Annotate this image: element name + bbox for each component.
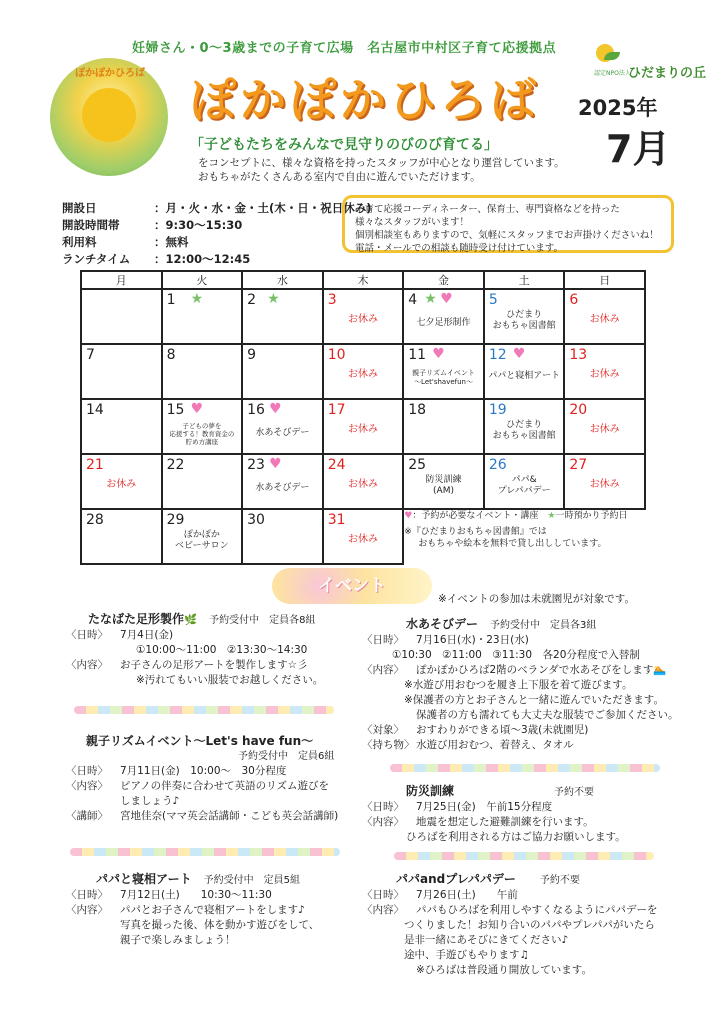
row-value: お子さんの足形アートを製作します☆彡 bbox=[120, 659, 308, 671]
event-label: パパと寝相アート bbox=[488, 371, 560, 381]
calendar-day-21 bbox=[81, 454, 162, 509]
year-label: 2025年 bbox=[578, 96, 658, 120]
heart-icon: ♥ bbox=[269, 401, 282, 417]
row-value: ぽかぽかひろば2階のベランダで水あそびをします bbox=[416, 664, 654, 676]
legend-row bbox=[404, 510, 645, 522]
day-number: 30 bbox=[247, 512, 265, 528]
holiday-label: お休み bbox=[347, 424, 378, 435]
day-number: 20 bbox=[569, 402, 588, 418]
event-line: 〜Let'shavefun〜 bbox=[414, 378, 473, 386]
event-title-row bbox=[66, 872, 366, 888]
day-number: 23 bbox=[247, 457, 265, 473]
event-title: 水あそびデー bbox=[406, 617, 479, 631]
row-label: 〈講師〉 bbox=[66, 810, 108, 822]
event-row bbox=[362, 633, 702, 648]
holiday-label: お休み bbox=[589, 314, 620, 325]
heart-icon: ♥ bbox=[440, 291, 453, 307]
calendar-week bbox=[81, 289, 645, 344]
star-icon: ★ bbox=[547, 511, 556, 521]
calendar-day-27 bbox=[564, 454, 645, 509]
event-times: ①10:00〜11:00 ②13:30〜14:30 bbox=[136, 644, 308, 656]
calendar-day-3 bbox=[323, 289, 404, 344]
holiday-label: お休み bbox=[589, 424, 620, 435]
day-number: 28 bbox=[86, 512, 104, 528]
holiday-label: お休み bbox=[347, 369, 378, 380]
day-number: 25 bbox=[408, 457, 427, 473]
row-label: 〈内容〉 bbox=[362, 904, 404, 916]
event-line: 防災訓練 bbox=[425, 475, 462, 485]
info-label: 開設日 bbox=[62, 201, 97, 215]
row-label: 〈内容〉 bbox=[362, 816, 404, 828]
day-number: 3 bbox=[327, 292, 337, 308]
event-meta: 予約受付中 定員5組 bbox=[203, 875, 301, 886]
legend-note: ※『ひだまりおもちゃ図書館』では bbox=[404, 527, 547, 537]
day-number: 19 bbox=[488, 402, 507, 418]
event-line: パパ& bbox=[511, 475, 537, 485]
row-value: パパもひろばを利用しやすくなるようにパパデーを bbox=[416, 904, 658, 916]
calendar-day-23 bbox=[242, 454, 323, 509]
star-icon: ★ bbox=[190, 291, 204, 307]
info-value: ：12:00〜12:45 bbox=[154, 252, 251, 266]
info-label: 開設時間帯 bbox=[62, 218, 120, 232]
day-number: 29 bbox=[166, 512, 185, 528]
event-line: 是非一緒にあそびにきてください♪ bbox=[404, 934, 569, 946]
calendar-day-25 bbox=[403, 454, 484, 509]
event-meta: 予約不要 bbox=[554, 787, 595, 798]
calendar-day-7 bbox=[81, 344, 162, 399]
day-number: 17 bbox=[327, 402, 346, 418]
calendar-day-26 bbox=[484, 454, 565, 509]
event-row bbox=[66, 658, 366, 673]
org-leaf-icon bbox=[604, 52, 620, 60]
events-banner: イベント bbox=[272, 568, 432, 604]
calendar-day-29 bbox=[162, 509, 243, 564]
info-label: ランチタイム bbox=[62, 252, 131, 266]
day-number: 6 bbox=[569, 292, 579, 308]
dot-divider bbox=[74, 706, 334, 714]
pool-icon: 🏊 bbox=[653, 664, 667, 676]
row-label: 〈持ち物〉 bbox=[362, 739, 415, 751]
row-value: 宮地佳奈(ママ英会話講師・こども英会話講師) bbox=[120, 810, 339, 822]
day-number: 14 bbox=[86, 402, 104, 418]
event-papa-art bbox=[66, 872, 366, 948]
heart-icon: ♥ bbox=[512, 346, 526, 362]
day-number: 27 bbox=[569, 457, 588, 473]
event-row bbox=[66, 903, 366, 918]
event-tanabata bbox=[66, 612, 366, 688]
day-number: 31 bbox=[327, 512, 346, 528]
day-number: 24 bbox=[327, 457, 346, 473]
row-label: 〈日時〉 bbox=[66, 629, 108, 641]
slogan: 「子どもたちをみんなで見守りのびのび育てる」 bbox=[190, 137, 498, 153]
staff-line: 電話・メールでの相談も随時受け付けています。 bbox=[355, 243, 564, 254]
calendar-week bbox=[81, 509, 645, 564]
event-label bbox=[485, 475, 564, 497]
event-row bbox=[66, 809, 366, 824]
row-label: 〈内容〉 bbox=[66, 904, 108, 916]
event-row bbox=[362, 800, 702, 815]
calendar-day-10 bbox=[323, 344, 404, 399]
day-number: 9 bbox=[247, 347, 257, 363]
calendar-day-4 bbox=[403, 289, 484, 344]
opening-info bbox=[62, 200, 372, 268]
row-value: おすわりができる頃〜3歳(未就園児) bbox=[416, 724, 589, 736]
event-row bbox=[362, 738, 702, 753]
event-line: ぽかぽか bbox=[183, 530, 220, 540]
event-title: 防災訓練 bbox=[406, 784, 455, 798]
day-number: 5 bbox=[488, 292, 498, 308]
calendar-day-17 bbox=[323, 399, 404, 454]
header-top-line: 妊婦さん・0〜3歳までの子育て広場 名古屋市中村区子育て応援拠点 bbox=[132, 41, 557, 56]
legend-note: おもちゃや絵本を無料で貸し出ししています。 bbox=[418, 539, 607, 549]
event-line: ひろばを利用される方はご協力お願いします。 bbox=[406, 831, 626, 843]
event-line: つくりました！お知り合いのパパやプレパパがいたら bbox=[404, 919, 655, 931]
event-line: ひだまり bbox=[506, 310, 543, 320]
staff-line: 子育て応援コーディネーター、保育士、専門資格などを持った bbox=[355, 204, 620, 215]
star-icon: ★ bbox=[267, 291, 280, 307]
event-label: 七夕足形制作 bbox=[416, 318, 471, 328]
calendar-day-24 bbox=[323, 454, 404, 509]
holiday-label: お休み bbox=[347, 479, 378, 490]
event-line: プレパパデー bbox=[497, 486, 551, 496]
event-line: 貯め方講座 bbox=[185, 438, 219, 446]
row-label: 〈内容〉 bbox=[66, 659, 108, 671]
event-row bbox=[362, 663, 702, 678]
row-label: 〈日時〉 bbox=[66, 765, 108, 777]
calendar-day-1 bbox=[162, 289, 243, 344]
row-value: 7月25日(金) 午前15分程度 bbox=[416, 801, 553, 813]
day-number: 4 bbox=[408, 292, 418, 308]
row-label: 〈内容〉 bbox=[66, 780, 108, 792]
calendar-week bbox=[81, 344, 645, 399]
weekday-wed: 水 bbox=[242, 271, 323, 289]
event-label bbox=[163, 422, 242, 446]
event-meta: 予約受付中 定員各8組 bbox=[209, 615, 316, 626]
event-row bbox=[362, 888, 702, 903]
event-line: 写真を撮った後、体を動かす遊びをして、 bbox=[120, 919, 320, 931]
holiday-label: お休み bbox=[347, 534, 378, 545]
holiday-label: お休み bbox=[589, 479, 620, 490]
calendar-day-5 bbox=[484, 289, 565, 344]
row-value: 水遊び用おむつ、着替え、タオル bbox=[416, 739, 574, 751]
weekday-thu: 木 bbox=[323, 271, 404, 289]
heart-icon: ♥ bbox=[190, 401, 204, 417]
calendar-day-28 bbox=[81, 509, 162, 564]
calendar-week bbox=[81, 399, 645, 454]
org-name: ひだまりの丘 bbox=[628, 66, 707, 81]
event-note: ※汚れてもいい服装でお越しください。 bbox=[136, 674, 324, 686]
event-line: 応援する！教育資金の bbox=[169, 430, 235, 438]
event-row bbox=[66, 779, 366, 794]
event-meta: 予約受付中 定員6組 bbox=[238, 751, 335, 762]
row-value: 7月4日(金) bbox=[120, 629, 174, 641]
events-note: ※イベントの参加は未就園児が対象です。 bbox=[438, 593, 635, 605]
row-label: 〈内容〉 bbox=[362, 664, 404, 676]
event-line: ベビーサロン bbox=[175, 541, 229, 551]
event-label bbox=[404, 369, 483, 387]
row-value: パパとお子さんで寝相アートをします♪ bbox=[120, 904, 305, 916]
event-label: 水あそびデー bbox=[255, 428, 310, 438]
calendar-day-2 bbox=[242, 289, 323, 344]
calendar-day-6 bbox=[564, 289, 645, 344]
event-line: 親子リズムイベント bbox=[412, 369, 475, 377]
row-value: 7月16日(水)・23日(水) bbox=[416, 634, 529, 646]
event-drill bbox=[362, 784, 702, 845]
legend-star-text: 一時預かり予約日 bbox=[555, 511, 628, 521]
calendar-legend bbox=[403, 509, 645, 564]
day-number: 18 bbox=[408, 402, 427, 418]
day-number: 26 bbox=[488, 457, 507, 473]
event-line: ひだまり bbox=[506, 420, 543, 430]
row-label: 〈日時〉 bbox=[362, 634, 404, 646]
staff-line: 個別相談室もありますので、気軽にスタッフまでお声掛けくださいね！ bbox=[355, 230, 659, 241]
event-title-row bbox=[362, 872, 702, 888]
calendar bbox=[80, 270, 646, 565]
info-label: 利用料 bbox=[62, 235, 97, 249]
leaf-icon: 🌿 bbox=[184, 614, 198, 626]
event-label bbox=[404, 475, 483, 497]
event-title: パパと寝相アート bbox=[96, 872, 192, 886]
day-number: 21 bbox=[86, 457, 104, 473]
legend-heart-text: ：予約が必要なイベント・講座 bbox=[412, 511, 539, 521]
row-value: 地震を想定した避難訓練を行います。 bbox=[416, 816, 594, 828]
event-meta: 予約不要 bbox=[539, 875, 580, 886]
day-number: 15 bbox=[166, 402, 185, 418]
day-number: 16 bbox=[247, 402, 265, 418]
concept-text bbox=[198, 156, 565, 184]
info-row bbox=[62, 200, 372, 217]
event-row bbox=[66, 888, 366, 903]
event-row bbox=[362, 815, 702, 830]
event-meta: 予約受付中 定員各3組 bbox=[490, 620, 597, 631]
day-number: 11 bbox=[408, 347, 427, 363]
weekday-sun: 日 bbox=[564, 271, 645, 289]
calendar-day-12 bbox=[484, 344, 565, 399]
heart-icon: ♥ bbox=[432, 346, 445, 362]
dot-divider bbox=[394, 852, 654, 860]
event-title-row bbox=[66, 612, 366, 628]
row-value: 7月12日(土) 10:30〜11:30 bbox=[120, 889, 272, 901]
day-number: 7 bbox=[86, 347, 95, 363]
dot-divider bbox=[70, 848, 340, 856]
heart-icon: ♥ bbox=[404, 511, 413, 521]
weekday-header bbox=[81, 271, 645, 289]
event-row bbox=[66, 628, 366, 643]
event-label: 水あそびデー bbox=[255, 483, 310, 493]
event-line: おもちゃ図書館 bbox=[492, 321, 556, 331]
concept-line: をコンセプトに、様々な資格を持ったスタッフが中心となり運営しています。 bbox=[198, 157, 565, 169]
staff-line: 様々なスタッフがいます！ bbox=[355, 217, 470, 228]
event-water bbox=[362, 617, 702, 753]
event-rhythm bbox=[66, 734, 366, 824]
calendar-day-18 bbox=[403, 399, 484, 454]
holiday-label: お休み bbox=[347, 314, 378, 325]
calendar-day-13 bbox=[564, 344, 645, 399]
info-value: ：無料 bbox=[154, 235, 189, 249]
event-title-row bbox=[362, 784, 702, 800]
page-title: ぽかぽかひろば bbox=[190, 73, 540, 127]
day-number: 22 bbox=[166, 457, 185, 473]
event-line: ※ひろばは普段通り開放しています。 bbox=[416, 964, 592, 976]
day-number: 8 bbox=[166, 347, 176, 363]
day-number: 2 bbox=[247, 292, 257, 308]
event-row bbox=[362, 723, 702, 738]
event-line: おもちゃ図書館 bbox=[492, 431, 556, 441]
event-line: ※水遊び用おむつを履き上下服を着て遊びます。 bbox=[404, 679, 633, 691]
event-title: パパandプレパパデー bbox=[396, 872, 516, 886]
star-icon: ★ bbox=[424, 291, 437, 307]
event-line: ※保護者の方とお子さんと一緒に遊んでいただきます。 bbox=[404, 694, 664, 706]
event-title: 親子リズムイベント〜Let's have fun〜 bbox=[86, 734, 314, 748]
calendar-day-20 bbox=[564, 399, 645, 454]
info-row bbox=[62, 234, 372, 251]
logo-caption: ぽかぽかひろば bbox=[75, 68, 145, 79]
row-value: ピアノの伴奏に合わせて英語のリズム遊びを bbox=[120, 780, 329, 792]
row-value: 7月26日(土) 午前 bbox=[416, 889, 518, 901]
calendar-day-19 bbox=[484, 399, 565, 454]
info-value: ：9:30〜15:30 bbox=[154, 218, 243, 232]
calendar-day-8 bbox=[162, 344, 243, 399]
event-line: 親子で楽しみましょう！ bbox=[120, 934, 236, 946]
heart-icon: ♥ bbox=[269, 456, 282, 472]
event-label bbox=[163, 530, 242, 552]
calendar-day-30 bbox=[242, 509, 323, 564]
event-line: 途中、手遊びもやります♫ bbox=[404, 949, 529, 961]
row-value: 7月11日(金) 10:00〜 30分程度 bbox=[120, 765, 287, 777]
org-type: 認定NPO法人 bbox=[594, 70, 631, 77]
day-number: 12 bbox=[488, 347, 507, 363]
concept-line: おもちゃがたくさんある室内で自由に遊んでいただけます。 bbox=[198, 171, 481, 183]
calendar-day-empty bbox=[81, 289, 162, 344]
calendar-day-9 bbox=[242, 344, 323, 399]
row-label: 〈日時〉 bbox=[362, 889, 404, 901]
calendar-day-14 bbox=[81, 399, 162, 454]
calendar-day-16 bbox=[242, 399, 323, 454]
event-label bbox=[485, 310, 564, 332]
holiday-label: お休み bbox=[106, 479, 137, 490]
calendar-day-31 bbox=[323, 509, 404, 564]
event-times: ①10:30 ②11:00 ③11:30 各20分程度で入替制 bbox=[392, 649, 640, 661]
calendar-day-11 bbox=[403, 344, 484, 399]
month-label: 7月 bbox=[606, 127, 671, 171]
event-title-row bbox=[362, 617, 702, 633]
weekday-mon: 月 bbox=[81, 271, 162, 289]
sun-icon bbox=[82, 88, 136, 142]
event-row bbox=[362, 903, 702, 918]
event-line: しましょう♪ bbox=[120, 795, 180, 807]
row-label: 〈日時〉 bbox=[66, 889, 108, 901]
weekday-tue: 火 bbox=[162, 271, 243, 289]
calendar-week bbox=[81, 454, 645, 509]
calendar-day-15 bbox=[162, 399, 243, 454]
event-label bbox=[485, 420, 564, 442]
event-papa-day bbox=[362, 872, 702, 978]
event-row bbox=[66, 764, 366, 779]
weekday-sat: 土 bbox=[484, 271, 565, 289]
calendar-day-22 bbox=[162, 454, 243, 509]
info-value: ：月・火・水・金・土(木・日・祝日休み) bbox=[154, 201, 372, 215]
row-label: 〈日時〉 bbox=[362, 801, 404, 813]
staff-info-box bbox=[342, 195, 674, 253]
event-line: 子どもの夢を bbox=[182, 422, 222, 430]
event-line: (AM) bbox=[433, 486, 454, 496]
day-number: 1 bbox=[166, 292, 176, 308]
weekday-fri: 金 bbox=[403, 271, 484, 289]
dot-divider bbox=[390, 764, 660, 772]
event-title: たなばた足形製作 bbox=[88, 612, 185, 626]
info-row bbox=[62, 251, 372, 268]
day-number: 10 bbox=[327, 347, 346, 363]
event-line: 保護者の方も濡れても大丈夫な服装でご参加ください。 bbox=[416, 709, 679, 721]
info-row bbox=[62, 217, 372, 234]
day-number: 13 bbox=[569, 347, 588, 363]
row-label: 〈対象〉 bbox=[362, 724, 404, 736]
holiday-label: お休み bbox=[589, 369, 620, 380]
